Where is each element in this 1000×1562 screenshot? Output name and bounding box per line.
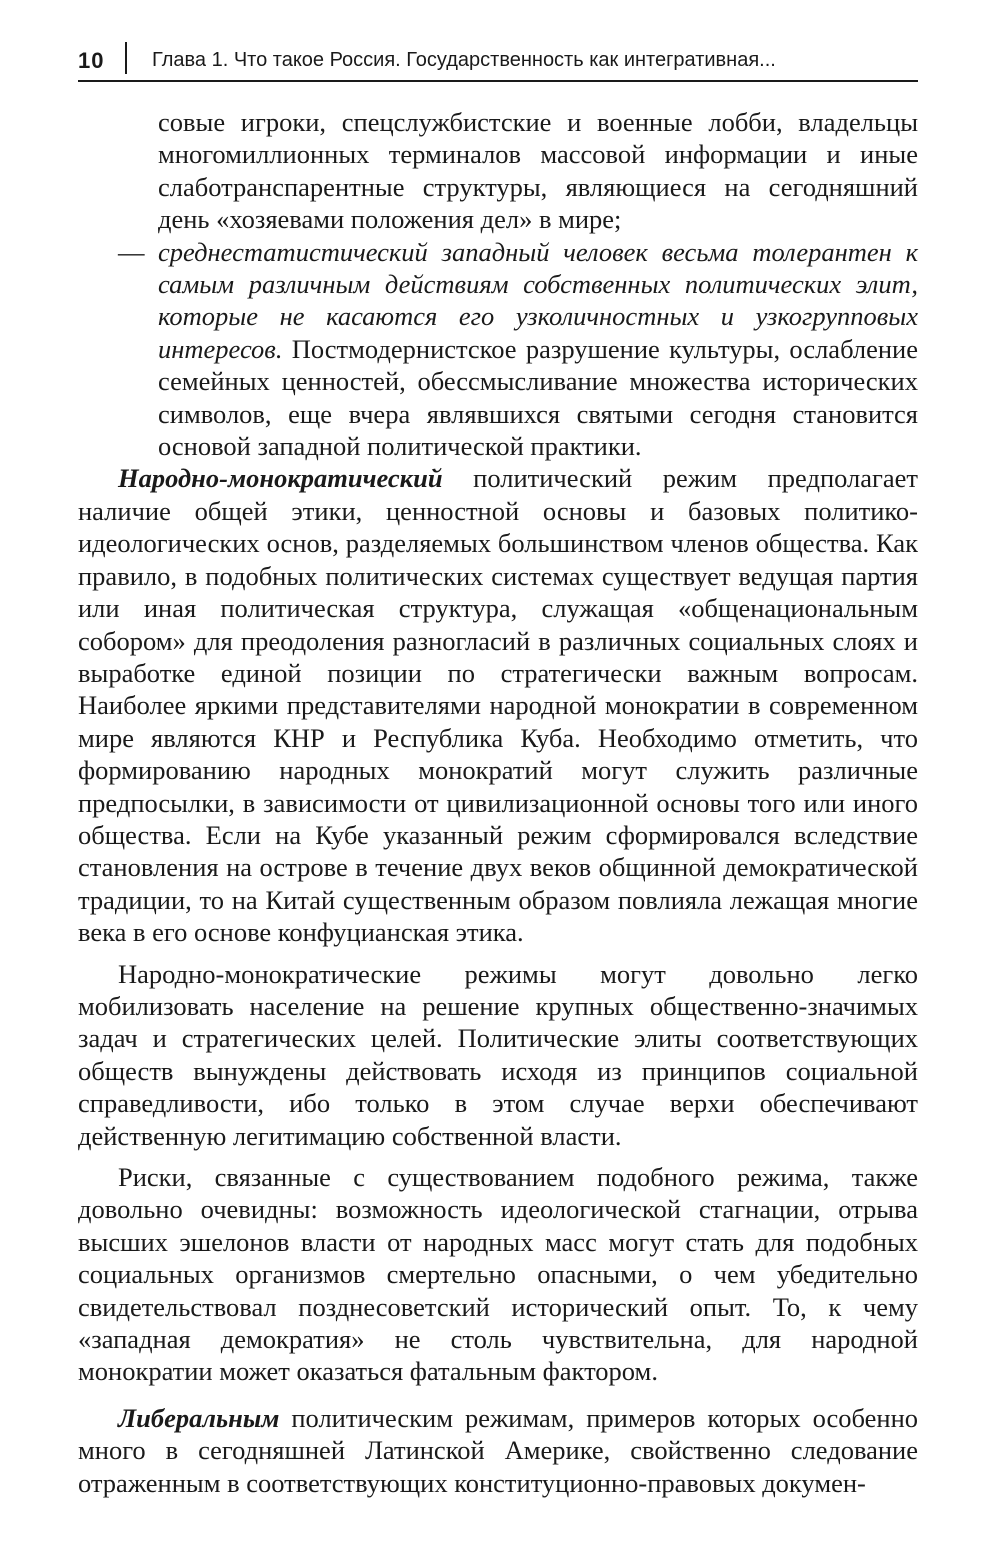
list-dash: — (118, 236, 145, 267)
paragraph-monocratic (78, 462, 918, 948)
term-monocratic: Народно-монократический (118, 463, 443, 494)
running-title: Глава 1. Что такое Россия. Государственность как интегративная... (152, 49, 776, 71)
header-rule (78, 80, 918, 82)
paragraph-risks: Риски, связанные с существованием подобного режима, также довольно очевидны: возможность идеологической стагнации, отрыва высших эшелонов власти от народных масс могут стать для подобных социальных организмов смертельно опасными, о чем убедительно свидетельствовал позднесоветский исторический опыт. То, к чему «западная демократия» не столь чувствительна, для народной монократии может оказаться фатальным фактором. (78, 1162, 918, 1387)
running-header (78, 40, 918, 84)
page-number: 10 (78, 48, 105, 73)
list-item-italic: среднестатистический западный человек весьма толерантен к самым различным действиям собственных политических элит, которые не касаются его узколичностных и узкогрупповых интересов. (158, 236, 918, 364)
continuation-paragraph: совые игроки, спецслужбистские и военные лобби, владельцы многомиллионных терминалов массовой информации и иные слаботранспарентные структуры, являющиеся на сегодняшний день «хозяевами положения дел» в мире; (158, 107, 918, 235)
list-item (118, 236, 918, 463)
paragraph-text: политическим режимам, примеров которых особенно много в сегодняшней Латинской Америке, свойственно следование отраженным в соответствующих конституционно-правовых докумен- (78, 1402, 918, 1498)
body-text (78, 106, 918, 1499)
paragraph-mobilization: Народно-монократические режимы могут довольно легко мобилизовать население на решение крупных общественно-значимых задач и стратегических целей. Политические элиты соответствующих обществ вынуждены действовать исходя из принципов социальной справедливости, ибо только в этом случае верхи обеспечивают действенную легитимацию собственной власти. (78, 958, 918, 1151)
header-separator (125, 42, 127, 74)
paragraph-text: политический режим предполагает наличие общей этики, ценностной основы и базовых политико-идеологических основ, разделяемых большинством членов общества. Как правило, в подобных политических системах существует ведущая партия или иная политическая структура, служащая «общенациональным собором» для преодоления разногласий в различных социальных слоях и выработке единой позиции по стратегически важным вопросам. Наиболее яркими представителями народной монократии в современном мире являются КНР и Республика Куба. Необходимо отметить, что формированию народных монократий могут служить различные предпосылки, в зависимости от цивилизационной основы того или иного общества. Если на Кубе указанный режим сформировался вследствие становления на острове в течение двух веков общинной демократической традиции, то на Китай существенным образом повлияла лежащая многие века в его основе конфуцианская этика. (78, 463, 918, 948)
term-liberal: Либеральным (118, 1402, 280, 1433)
list-item-text: Постмодернистское разрушение культуры, ослабление семейных ценностей, обессмысливание множества исторических символов, еще вчера являвшихся святыми сегодня становится основой западной политической практики. (158, 333, 918, 462)
paragraph-liberal (78, 1402, 918, 1499)
